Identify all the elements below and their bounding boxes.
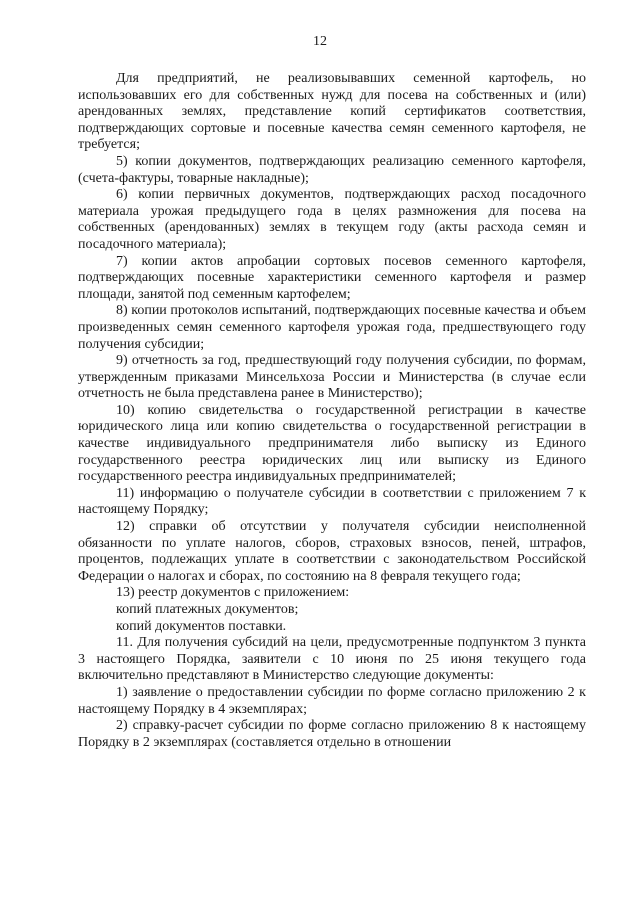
paragraph-item-13: 13) реестр документов с приложением: (116, 585, 350, 601)
paragraph-sub-2: 2) справку-расчет субсидии по форме согласно приложению 8 к настоящему Порядку в 2 экземплярах (составляется отдельно в отношении (78, 718, 586, 750)
paragraph-item-8: 8) копии протоколов испытаний, подтверждающих посевные качества и объем произведенных семян семенного картофеля урожая года, предшествующего году получения субсидии; (78, 303, 586, 352)
paragraph-item-7: 7) копии актов апробации сортовых посевов семенного картофеля, подтверждающих посевные характеристики семенного картофеля и размер площади, занятой под семенным картофелем; (78, 253, 586, 302)
paragraph-item-12: 12) справки об отсутствии у получателя субсидии неисполненной обязанности по уплате налогов, сборов, страховых взносов, пеней, штрафов, процентов, подлежащих уплате в соответствии с законодательством Российской Федерации о налогах и сборах, по состоянию на 8 февраля текущего года; (78, 519, 586, 584)
document-body (78, 71, 586, 751)
paragraph-item-11: 11) информацию о получателе субсидии в соответствии с приложением 7 к настоящему Порядку; (78, 485, 586, 518)
paragraph-item-9: 9) отчетность за год, предшествующий году получения субсидии, по формам, утвержденным приказами Минсельхоза России и Министерства (в случае если отчетность не была представлена ранее в Министерство); (78, 353, 586, 402)
paragraph-exemption-note: Для предприятий, не реализовывавших семенной картофель, но использовавших его для собственных нужд для посева на собственных и (или) арендованных землях, представление копий сертификатов соответствия, подтверждающих сортовые и посевные качества семян семенного картофеля, не требуется; (78, 71, 586, 153)
paragraph-payment-docs: копий платежных документов; (116, 602, 299, 617)
page-number: 12 (313, 34, 327, 49)
paragraph-sub-1: 1) заявление о предоставлении субсидии по форме согласно приложению 2 к настоящему Порядку в 4 экземплярах; (78, 684, 586, 717)
paragraph-section-11: 11. Для получения субсидий на цели, предусмотренные подпунктом 3 пункта 3 настоящего Порядка, заявители с 10 июня по 25 июня текущего года включительно представляют в Министерство следующие документы: (78, 635, 586, 684)
paragraph-item-6: 6) копии первичных документов, подтверждающих расход посадочного материала урожая предыдущего года в целях размножения для посева на собственных (арендованных) землях в текущем году (акты расхода семян и посадочного материала); (78, 187, 586, 252)
paragraph-delivery-docs: копий документов поставки. (116, 618, 287, 634)
paragraph-item-10: 10) копию свидетельства о государственной регистрации в качестве юридического лица или копию свидетельства о государственной регистрации в качестве индивидуального предпринимателя либо выписку из Единого государственного реестра юридических лиц или выписку из Единого государственного реестра индивидуальных предпринимателей; (78, 402, 586, 485)
paragraph-item-5: 5) копии документов, подтверждающих реализацию семенного картофеля, (счета-фактуры, товарные накладные); (78, 153, 586, 186)
